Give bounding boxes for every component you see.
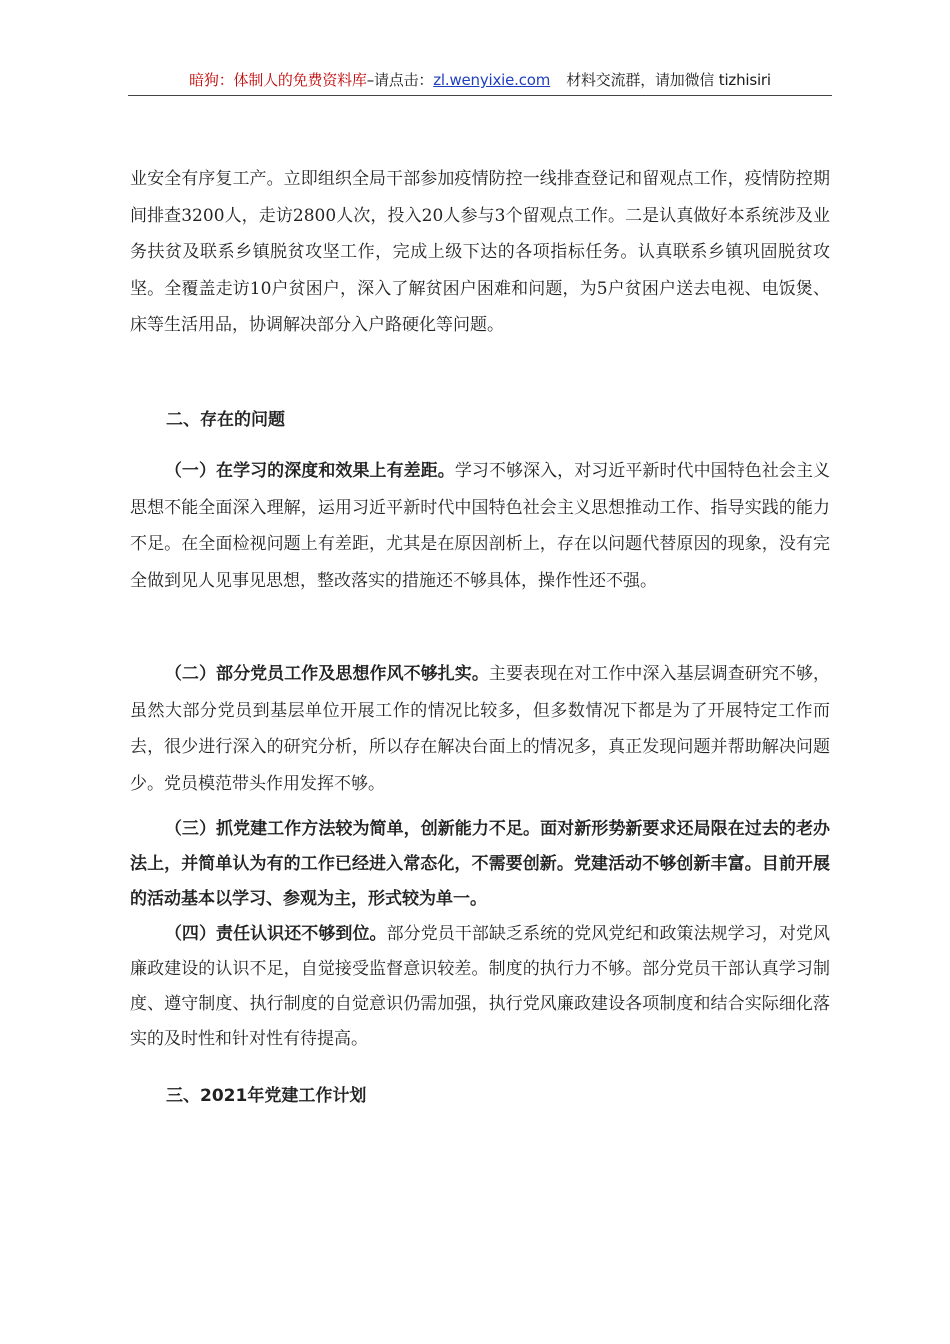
section-heading-plan: 三、2021年党建工作计划: [166, 1086, 367, 1106]
paragraph-continued: 业安全有序复工产。立即组织全局干部参加疫情防控一线排查登记和留观点工作，疫情防控期间排查3200人，走访2800人次，投入20人参与3个留观点工作。二是认真做好本系统涉及业务扶贫及联系乡镇脱贫攻坚工作，完成上级下达的各项指标任务。认真联系乡镇巩固脱贫攻坚。全覆盖走访10户贫困户，深入了解贫困户困难和问题，为5户贫困户送去电视、电饭煲、床等生活用品，协调解决部分入户路硬化等问题。: [130, 169, 830, 335]
issue-4-paragraph: [130, 917, 830, 1057]
page-header: [128, 70, 832, 94]
issue-1-text: 学习不够深入，对习近平新时代中国特色社会主义思想不能全面深入理解，运用习近平新时代中国特色社会主义思想推动工作、指导实践的能力不足。在全面检视问题上有差距，尤其是在原因剖析上，存在以问题代替原因的现象，没有完全做到见人见事见思想，整改落实的措施还不够具体，操作性还不强。: [130, 461, 831, 591]
header-divider: [128, 95, 832, 96]
header-link[interactable]: zl.wenyixie.com: [433, 71, 551, 89]
issue-1-paragraph: [130, 453, 830, 599]
issue-2-text: 主要表现在对工作中深入基层调查研究不够，虽然大部分党员到基层单位开展工作的情况比较多，但多数情况下都是为了开展特定工作而去，很少进行深入的研究分析，所以存在解决台面上的情况多，真正发现问题并帮助解决问题少。党员模范带头作用发挥不够。: [130, 664, 830, 794]
section-heading-problems: 二、存在的问题: [166, 410, 285, 430]
issue-4-text: 部分党员干部缺乏系统的党风党纪和政策法规学习，对党风廉政建设的认识不足，自觉接受监督意识较差。制度的执行力不够。部分党员干部认真学习制度、遵守制度、执行制度的自觉意识仍需加强，执行党风廉政建设各项制度和结合实际细化落实的及时性和针对性有待提高。: [130, 924, 831, 1049]
header-prompt: –请点击：: [366, 71, 434, 89]
header-brand: 暗狗：体制人的免费资料库: [189, 71, 367, 89]
issue-3-paragraph: （三）抓党建工作方法较为简单，创新能力不足。面对新形势新要求还局限在过去的老办法上，并简单认为有的工作已经进入常态化，不需要创新。党建活动不够创新丰富。目前开展的活动基本以学习、参观为主，形式较为单一。: [130, 819, 830, 909]
issue-1-title: （一）在学习的深度和效果上有差距。: [164, 461, 455, 481]
issue-4-title: （四）责任认识还不够到位。: [164, 924, 387, 944]
issue-2-title: （二）部分党员工作及思想作风不够扎实。: [164, 664, 489, 684]
issue-2-paragraph: [130, 656, 830, 802]
header-note: 材料交流群，请加微信 tizhisiri: [566, 71, 771, 89]
